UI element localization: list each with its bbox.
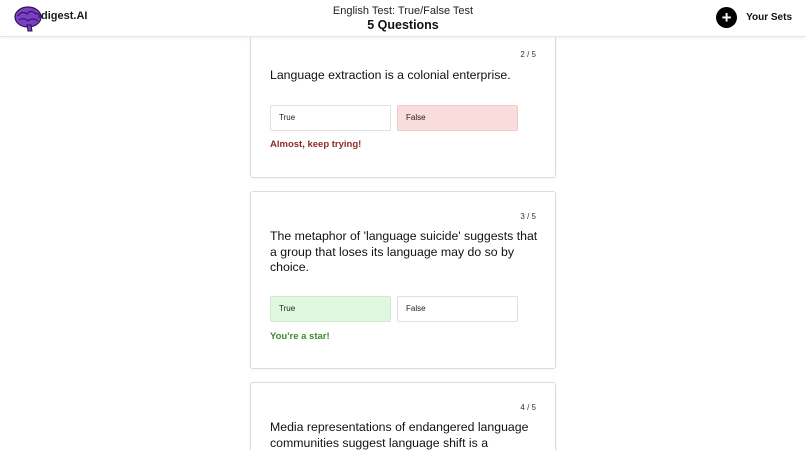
page-title: 5 Questions — [367, 18, 439, 32]
option-false[interactable]: False — [397, 105, 518, 131]
option-false[interactable]: False — [397, 296, 518, 322]
your-sets-label[interactable]: Your Sets — [746, 12, 792, 23]
question-counter: 3 / 5 — [520, 212, 536, 221]
question-text: Media representations of endangered language communities suggest language shift is a — [270, 420, 529, 450]
your-sets-button[interactable] — [716, 7, 792, 28]
question-card — [250, 382, 556, 450]
question-card — [250, 191, 556, 369]
question-text: Language extraction is a colonial enterprise. — [270, 68, 511, 82]
option-true[interactable]: True — [270, 296, 391, 322]
top-header — [0, 0, 806, 37]
question-counter: 4 / 5 — [520, 403, 536, 412]
logo-text: digest.AI — [41, 10, 88, 22]
feedback-message: You're a star! — [270, 331, 330, 342]
question-text: The metaphor of 'language suicide' suggests that a group that loses its language may do so by choice. — [270, 229, 538, 274]
feedback-message: Almost, keep trying! — [270, 139, 362, 150]
header-title-group — [0, 5, 806, 33]
plus-icon[interactable]: + — [716, 7, 737, 28]
test-subtitle: English Test: True/False Test — [332, 5, 474, 17]
option-true[interactable]: True — [270, 105, 391, 131]
question-counter: 2 / 5 — [520, 50, 536, 59]
question-card — [250, 20, 556, 178]
